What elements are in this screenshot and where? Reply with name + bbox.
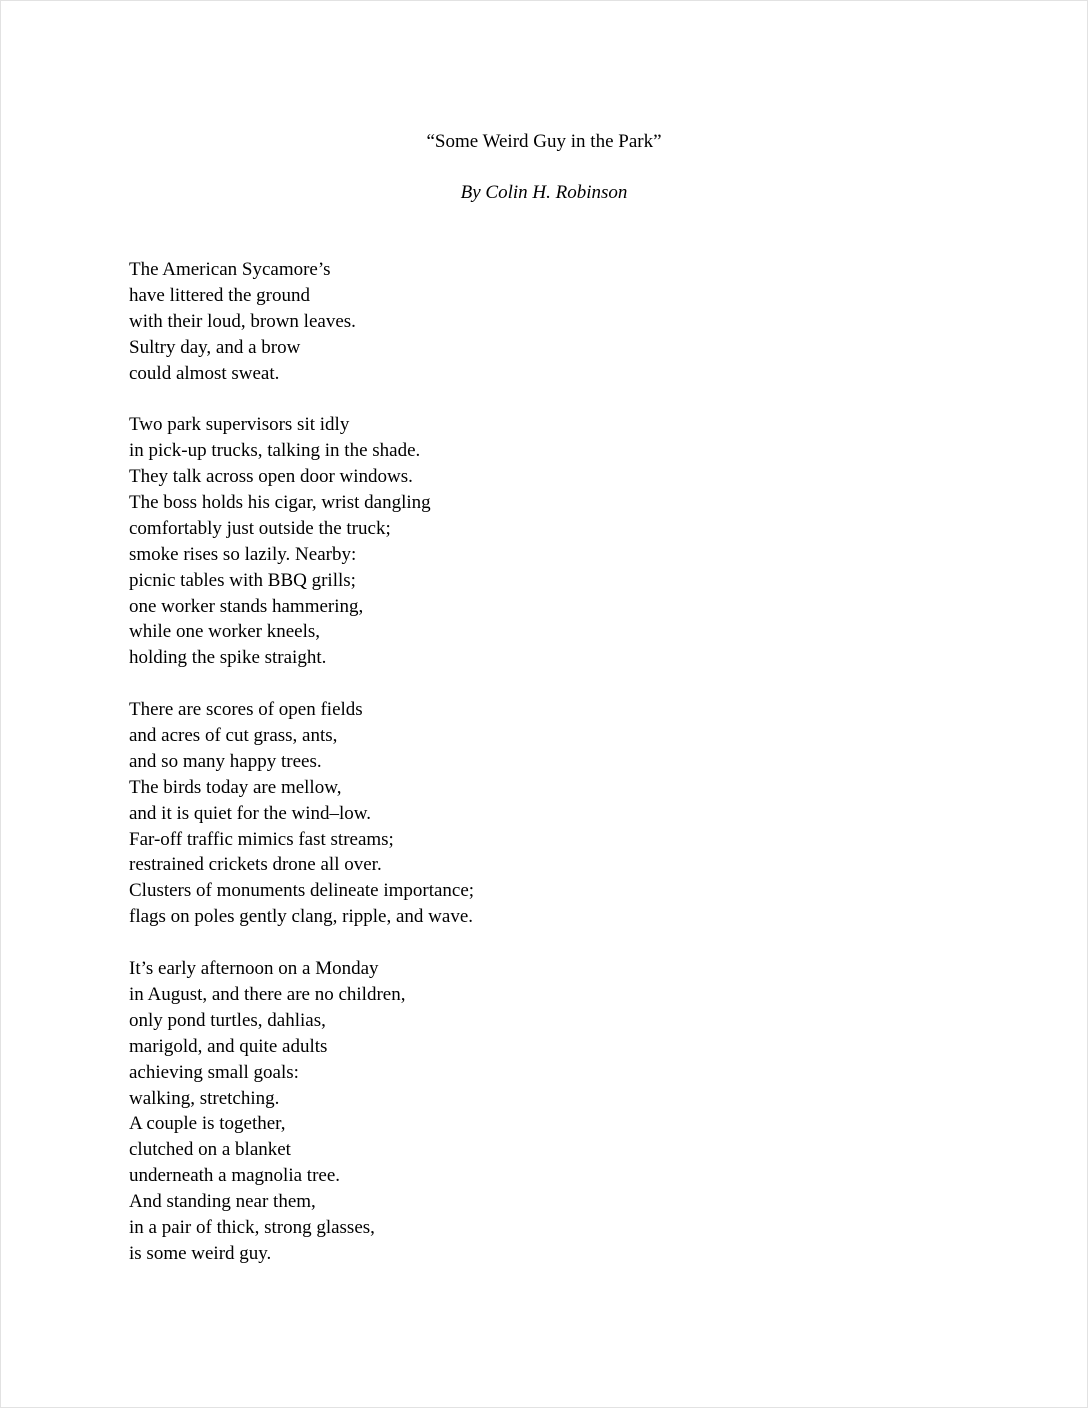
poem-line: only pond turtles, dahlias, xyxy=(129,1009,326,1031)
poem-line: is some weird guy. xyxy=(129,1242,272,1264)
poem-line: Two park supervisors sit idly xyxy=(129,414,350,436)
poem-line: The American Sycamore’s xyxy=(129,259,331,280)
poem-line: while one worker kneels, xyxy=(129,621,320,643)
poem-line: walking, stretching. xyxy=(129,1087,280,1109)
poem-line: restrained crickets drone all over. xyxy=(129,854,382,876)
poem-line: It’s early afternoon on a Monday xyxy=(129,958,379,980)
poem-line: They talk across open door windows. xyxy=(129,466,413,488)
stanza xyxy=(129,697,929,930)
stanza xyxy=(129,956,929,1267)
poem-byline: By Colin H. Robinson xyxy=(460,182,628,203)
poem-line: marigold, and quite adults xyxy=(129,1035,328,1057)
poem-title: “Some Weird Guy in the Park” xyxy=(426,131,662,152)
poem-line: achieving small goals: xyxy=(129,1061,299,1083)
poem-line: A couple is together, xyxy=(129,1113,286,1135)
poem-body xyxy=(129,257,929,1293)
poem-line: have littered the ground xyxy=(129,284,310,306)
poem-line: comfortably just outside the truck; xyxy=(129,517,391,539)
poem-line: in August, and there are no children, xyxy=(129,983,406,1005)
poem-line: The birds today are mellow, xyxy=(129,776,342,798)
poem-line: one worker stands hammering, xyxy=(129,595,364,617)
poem-line: Sultry day, and a brow xyxy=(129,336,301,358)
poem-line: in pick-up trucks, talking in the shade. xyxy=(129,440,421,462)
poem-line: Clusters of monuments delineate importance; xyxy=(129,880,475,902)
poem-line: There are scores of open fields xyxy=(129,699,363,721)
poem-line: with their loud, brown leaves. xyxy=(129,310,356,332)
poem-line: flags on poles gently clang, ripple, and wave. xyxy=(129,906,474,928)
stanza xyxy=(129,412,929,671)
poem-line: could almost sweat. xyxy=(129,362,280,384)
poem-line: and so many happy trees. xyxy=(129,750,322,772)
poem-line: And standing near them, xyxy=(129,1191,316,1213)
poem-line: underneath a magnolia tree. xyxy=(129,1165,341,1187)
poem-line: clutched on a blanket xyxy=(129,1139,291,1161)
poem-line: picnic tables with BBQ grills; xyxy=(129,569,356,591)
poem-line: and acres of cut grass, ants, xyxy=(129,725,338,747)
stanza xyxy=(129,257,929,386)
poem-line: holding the spike straight. xyxy=(129,647,327,669)
poem-line: The boss holds his cigar, wrist dangling xyxy=(129,492,431,514)
poem-line: Far-off traffic mimics fast streams; xyxy=(129,828,394,850)
poem-line: in a pair of thick, strong glasses, xyxy=(129,1216,375,1238)
poem-line: smoke rises so lazily. Nearby: xyxy=(129,543,357,565)
poem-line: and it is quiet for the wind–low. xyxy=(129,802,372,824)
